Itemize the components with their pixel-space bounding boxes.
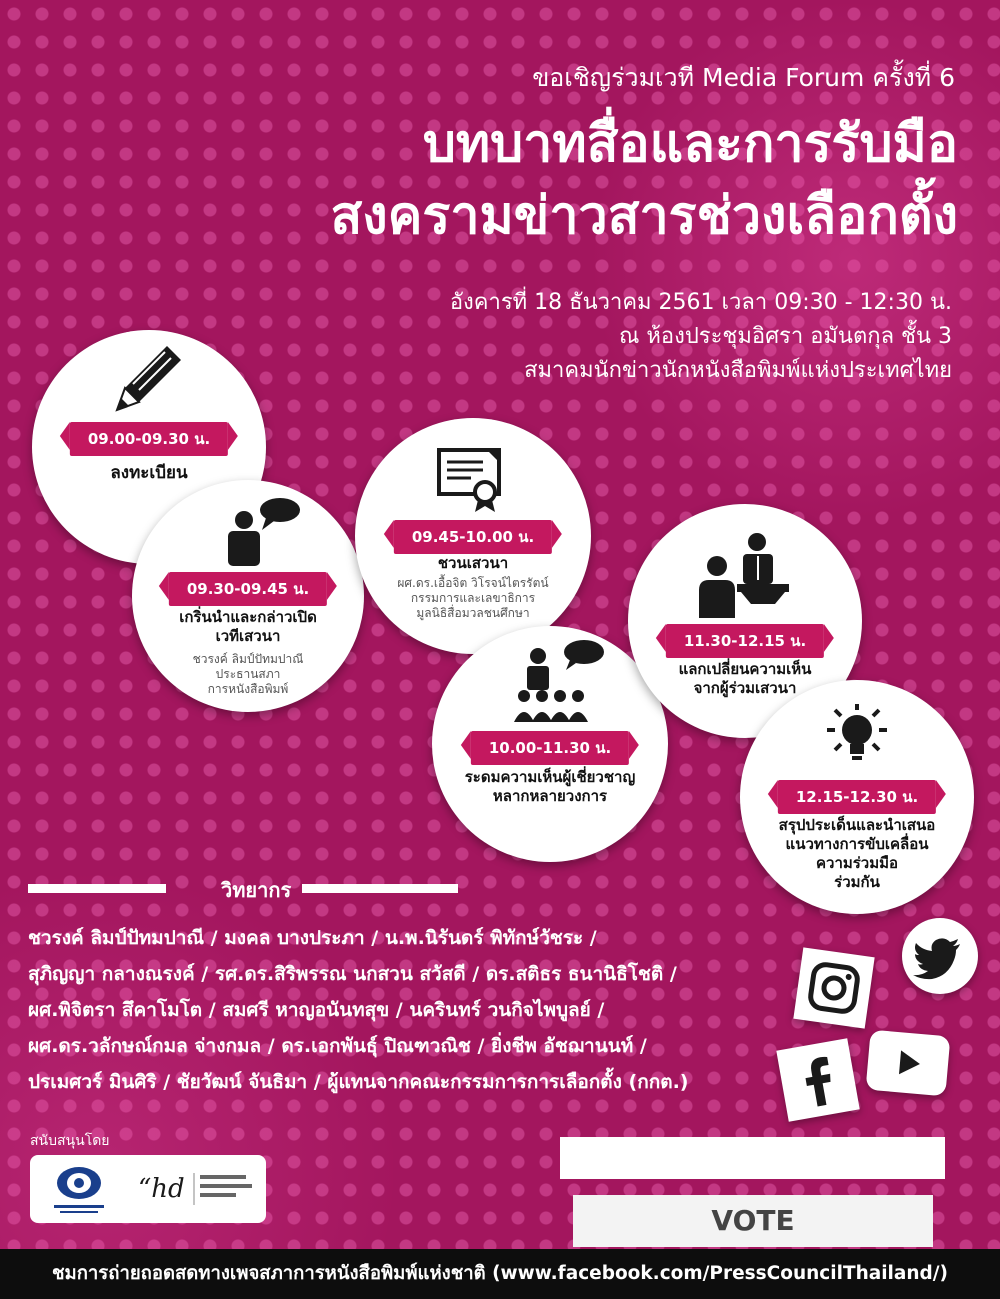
time-badge: 09.45-10.00 น. [394,520,552,554]
time-badge: 09.30-09.45 น. [169,572,327,606]
speaker-line: ผศ.ดร.เอื้อจิต วิโรจน์ไตรรัตน์ [397,576,549,590]
speakers-heading-label: วิทยากร [221,878,292,902]
event-details [450,286,952,388]
sponsor-logos [30,1155,266,1223]
time-badge: 11.30-12.15 น. [666,624,824,658]
item-title-line: หลากหลายวงการ [492,787,608,805]
item-title-line: เกริ่นนำและกล่าวเปิด [179,608,317,626]
instagram-icon[interactable] [793,947,874,1028]
svg-text:“hd: “hd [138,1174,185,1204]
footer-live-stream[interactable]: ชมการถ่ายถอดสดทางเพจสภาการหนังสือพิมพ์แห่งชาติ (www.facebook.com/PressCouncilThailand/) [0,1249,1000,1299]
schedule-item-discussion-intro [355,418,591,654]
certificate-icon [435,446,511,514]
speakers-line: ชวรงค์ ลิมป์ปัทมปาณี / มงคล บางประภา / น.พ.นิรันดร์ พิทักษ์วัชระ / [28,927,597,949]
vote-box: VOTE [573,1195,933,1247]
item-title [740,816,974,892]
speaker-line: กรรมการและเลขาธิการ [410,591,536,605]
speakers-list [28,920,788,1100]
event-date: อังคารที่ 18 ธันวาคม 2561 เวลา 09:30 - 12:30 น. [449,290,952,315]
speakers-line: สุภิญญา กลางณรงค์ / รศ.ดร.สิริพรรณ นกสวน สวัสดี / ดร.สติธร ธนานิธิโชติ / [28,963,677,985]
lightbulb-icon [817,702,897,768]
page-title [330,108,958,252]
item-title [132,608,364,646]
speaker-line: มูลนิธิสื่อมวลชนศึกษา [416,606,530,620]
event-venue: ณ ห้องประชุมอิศรา อมันตกุล ชั้น 3 [618,324,952,349]
speaker-icon [222,496,302,568]
invite-text: ขอเชิญร่วมเวที Media Forum ครั้งที่ 6 [532,63,955,92]
speakers-heading [28,877,458,902]
item-title-line: ความร่วมมือ [815,854,899,872]
item-title-line: ระดมความเห็นผู้เชี่ยวชาญ [464,768,636,786]
speaker-line: ชวรงค์ ลิมป์ปัทมปาณี [192,652,304,666]
item-speaker [355,576,591,621]
speaker-line: การหนังสือพิมพ์ [207,682,289,696]
item-title-line: แนวทางการขับเคลื่อน [785,835,929,853]
pencil-icon [109,340,189,415]
speakers-line: ปรเมศวร์ มินศิริ / ชัยวัฒน์ จันธิมา / ผู้แทนจากคณะกรรมการการเลือกตั้ง (กกต.) [28,1071,689,1093]
youtube-icon[interactable] [866,1030,951,1097]
facebook-icon[interactable] [776,1038,859,1121]
divider [28,884,166,893]
ballot-box-top [560,1137,945,1179]
event-organizer: สมาคมนักข่าวนักหนังสือพิมพ์แห่งประเทศไทย [524,358,952,383]
time-badge: 10.00-11.30 น. [471,731,629,765]
title-line-1: บทบาทสื่อและการรับมือ [422,114,958,174]
speakers-line: ผศ.ดร.วลักษณ์กมล จ่างกมล / ดร.เอกพันธุ์ ปิณฑวณิช / ยิ่งชีพ อัชฌานนท์ / [28,1035,647,1057]
title-line-2: สงครามข่าวสารช่วงเลือกตั้ง [330,186,958,246]
schedule-item-summary [740,680,974,914]
item-title: ชวนเสวนา [437,554,509,572]
item-title-line: สรุปประเด็นและนำเสนอ [778,816,936,834]
press-council-logo [44,1161,114,1217]
time-badge: 09.00-09.30 น. [70,422,228,456]
meeting-icon [697,528,793,620]
schedule-item-opening [132,480,364,712]
support-label: สนับสนุนโดย [30,1133,110,1149]
hd-logo [138,1167,258,1211]
item-speaker [132,652,364,697]
twitter-icon[interactable] [902,918,978,994]
audience-icon [512,638,612,724]
item-title: ลงทะเบียน [110,463,188,483]
item-title-line: จากผู้ร่วมเสวนา [693,679,797,697]
item-title [432,768,668,806]
item-title-line: เวทีเสวนา [215,627,281,645]
speaker-line: ประธานสภา [215,667,281,681]
item-title-line: ร่วมกัน [834,873,880,891]
divider [302,884,458,893]
time-badge: 12.15-12.30 น. [778,780,936,814]
speakers-line: ผศ.พิจิตรา สึคาโมโต / สมศรี หาญอนันทสุข / นครินทร์ วนกิจไพบูลย์ / [28,999,605,1021]
item-title-line: แลกเปลี่ยนความเห็น [678,660,812,678]
